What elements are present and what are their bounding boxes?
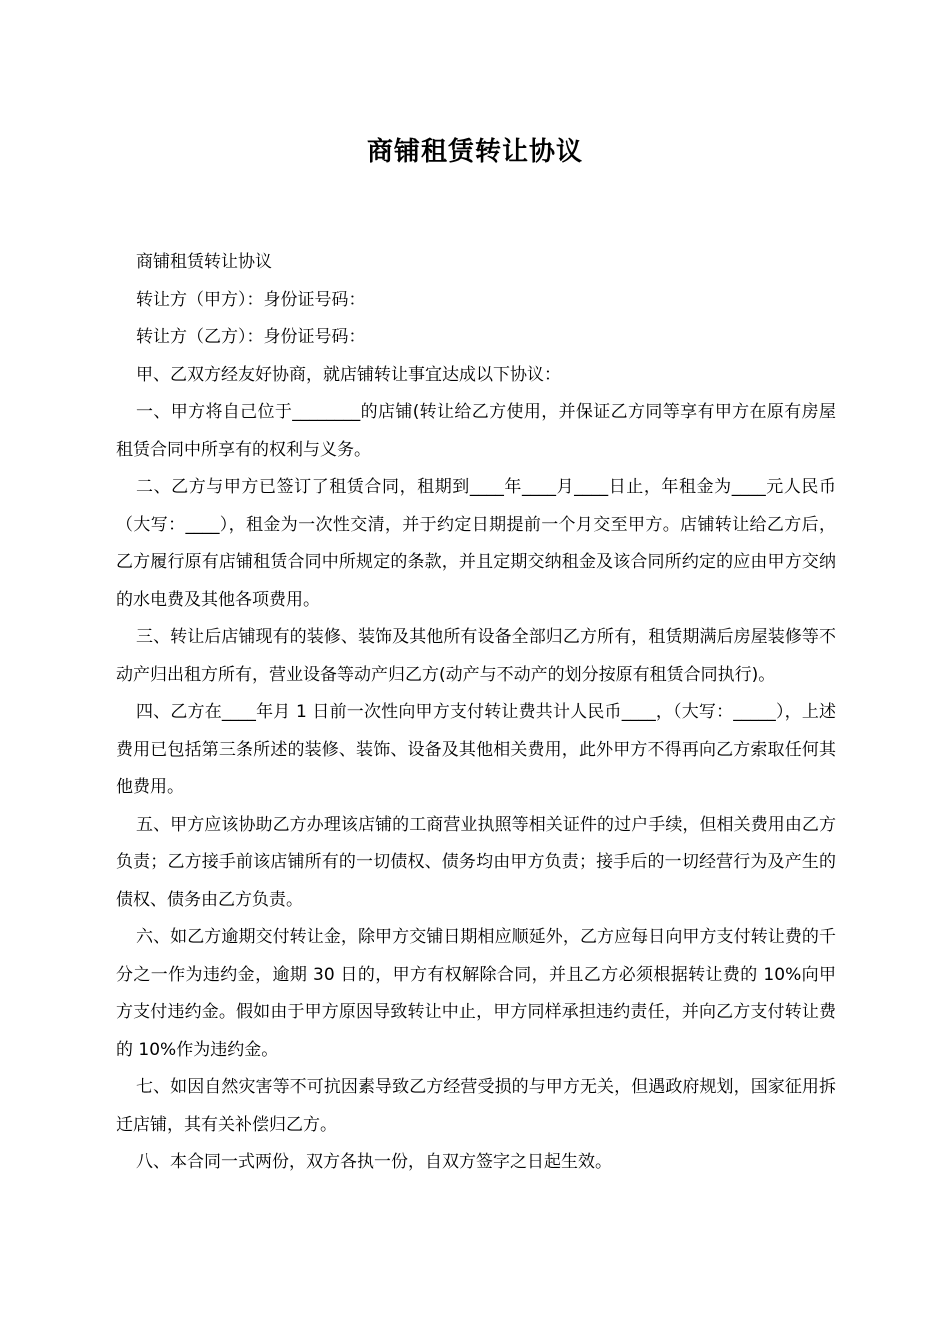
paragraph-party-b: 转让方（乙方）：身份证号码： — [136, 327, 366, 347]
clause-3: 三、转让后店铺现有的装修、装饰及其他所有设备全部归乙方所有，租赁期满后房屋装修等不动产归出租方所有，营业设备等动产归乙方(动产与不动产的划分按原有租赁合同执行)。 — [116, 627, 836, 685]
paragraph-heading: 商铺租赁转让协议 — [136, 252, 272, 272]
clause-1: 一、甲方将自己位于________的店铺(转让给乙方使用，并保证乙方同等享有甲方在原有房屋租赁合同中所享有的权利与义务。 — [116, 402, 836, 460]
clause-6: 六、如乙方逾期交付转让金，除甲方交铺日期相应顺延外，乙方应每日向甲方支付转让费的千分之一作为违约金，逾期 30 日的，甲方有权解除合同，并且乙方必须根据转让费的 10%向甲方支付违约金。假如由于甲方原因导致转让中止，甲方同样承担违约责任，并向乙方支付转让费的 10%作为违约金。 — [116, 927, 836, 1060]
paragraph-preamble: 甲、乙双方经友好协商，就店铺转让事宜达成以下协议： — [136, 364, 561, 385]
clause-2: 二、乙方与甲方已签订了租赁合同，租期到____年____月____日止，年租金为____元人民币（大写：____），租金为一次性交清，并于约定日期提前一个月交至甲方。店铺转让给乙方后，乙方履行原有店铺租赁合同中所规定的条款，并且定期交纳租金及该合同所约定的应由甲方交纳的水电费及其他各项费用。 — [116, 477, 836, 610]
document-title: 商铺租赁转让协议 — [366, 137, 583, 167]
clause-5: 五、甲方应该协助乙方办理该店铺的工商营业执照等相关证件的过户手续，但相关费用由乙方负责；乙方接手前该店铺所有的一切债权、债务均由甲方负责；接手后的一切经营行为及产生的债权、债务由乙方负责。 — [116, 814, 836, 910]
clause-7: 七、如因自然灾害等不可抗因素导致乙方经营受损的与甲方无关，但遇政府规划，国家征用拆迁店铺，其有关补偿归乙方。 — [116, 1077, 836, 1135]
clause-8: 八、本合同一式两份，双方各执一份，自双方签字之日起生效。 — [136, 1152, 612, 1172]
document-body — [116, 244, 836, 1182]
clause-4: 四、乙方在____年月 1 日前一次性向甲方支付转让费共计人民币____，（大写：_____），上述费用已包括第三条所述的装修、装饰、设备及其他相关费用，此外甲方不得再向乙方索取任何其他费用。 — [116, 702, 836, 797]
paragraph-party-a: 转让方（甲方）：身份证号码： — [136, 289, 366, 310]
